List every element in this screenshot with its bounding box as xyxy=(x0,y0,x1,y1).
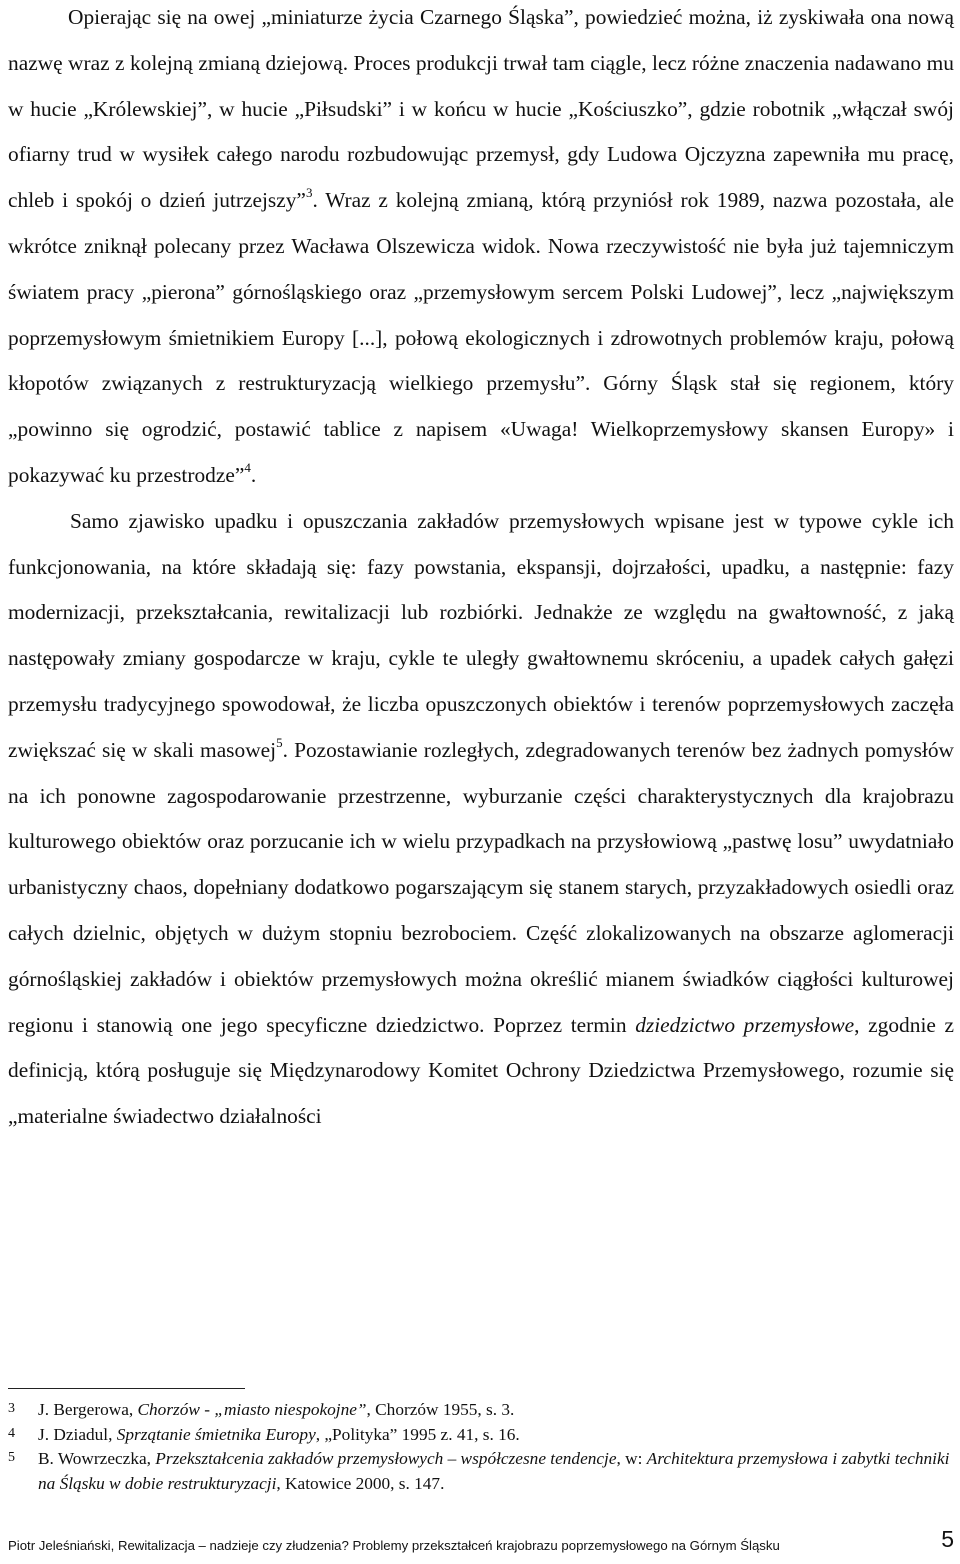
footnote-ref: 3 xyxy=(305,185,313,201)
footnote-author: J. Bergerowa, xyxy=(38,1400,138,1419)
running-footer: Piotr Jeleśniański, Rewitalizacja – nadzieje czy złudzenia? Problemy przekształceń krajobrazu poprzemysłowego na Górnym Śląsku xyxy=(8,1538,780,1553)
footnote xyxy=(8,1423,954,1448)
footnote-title: Sprzątanie śmietnika Europy xyxy=(116,1424,316,1444)
body-paragraph xyxy=(8,0,954,499)
footnote-number: 5 xyxy=(8,1450,15,1465)
footnote-source: , Chorzów 1955, s. 3. xyxy=(366,1400,515,1419)
paragraph-text: . xyxy=(250,462,257,487)
footnote-title: Przekształcenia zakładów przemysłowych – współczesne tendencje xyxy=(155,1449,617,1468)
paragraph-text: . Wraz z kolejną zmianą, którą przyniósł rok 1989, nazwa pozostała, ale wkrótce zniknął polecany przez Wacława Olszewicza widok. Nowa rzeczywistość nie była już tajemniczym światem pracy „pierona” górnośląskiego oraz „przemysłowym sercem Polski Ludowej”, lecz „największym poprzemysłowym śmietnikiem Europy [...], połową ekologicznych i zdrowotnych problemów kraju, połową kłopotów związanych z restrukturyzacją wielkiego przemysłu”. Górny Śląsk stał się regionem, który „powinno się ogrodzić, postawić tablice z napisem «Uwaga! Wielkoprzemysłowy skansen Europy» i pokazywać ku przestrodze” xyxy=(8,188,954,487)
footnote xyxy=(8,1398,954,1423)
footnote-book-title: Architektura przemysłowa i zabytki techniki na Śląsku w dobie restrukturyzacji xyxy=(38,1449,950,1493)
paragraph-text: Samo zjawisko upadku i opuszczania zakładów przemysłowych wpisane jest w typowe cykle ich funkcjonowania, na które składają się: fazy powstania, ekspansji, dojrzałości, upadku, a następnie: fazy modernizacji, przekształcania, rewitalizacji lub rozbiórki. Jednakże ze względu na gwałtowność, z jaką następowały zmiany gospodarcze w kraju, cykle te uległy gwałtownemu skróceniu, a upadek całych gałęzi przemysłu tradycyjnego spowodował, że liczba opuszczonych obiektów i terenów poprzemysłowych zaczęła zwiększać się w skali masowej xyxy=(8,508,954,762)
footnotes xyxy=(8,1398,954,1496)
footnote-number: 4 xyxy=(8,1425,15,1441)
footnote-number: 3 xyxy=(8,1401,15,1416)
footnote-separator xyxy=(8,1388,245,1389)
footnote-text xyxy=(38,1423,954,1448)
document-page xyxy=(8,0,954,1140)
paragraph-text: , zgodnie z definicją, którą posługuje się Międzynarodowy Komitet Ochrony Dziedzictwa Przemysłowego, rozumie się „materialne świadectwo działalności xyxy=(8,1012,955,1129)
footnote-source: , „Polityka” 1995 z. 41, s. 16. xyxy=(315,1424,520,1444)
footnote xyxy=(8,1447,954,1496)
paragraph-text: Opierając się na owej „miniaturze życia Czarnego Śląska”, powiedzieć można, iż zyskiwała ona nową nazwę wraz z kolejną zmianą dziejową. Proces produkcji trwał tam ciągle, lecz różne znaczenia nadawano mu w hucie „Królewskiej”, w hucie „Piłsudski” i w końcu w hucie „Kościuszko”, gdzie robotnik „włączał swój ofiarny trud w wysiłek całego narodu rozbudowując przemysł, gdy Ludowa Ojczyzna zapewniła mu pracę, chleb i spokój o dzień jutrzejszy” xyxy=(8,5,954,213)
footnote-source: , Katowice 2000, s. 147. xyxy=(276,1473,445,1493)
footnote-text xyxy=(38,1398,954,1423)
footnote-connector: , w: xyxy=(616,1449,647,1468)
italic-term: dziedzictwo przemysłowe xyxy=(635,1012,855,1037)
body-paragraph xyxy=(8,499,954,1140)
footnote-ref: 4 xyxy=(244,459,251,475)
page-number: 5 xyxy=(941,1526,954,1552)
footnote-title: Chorzów - „miasto niespokojne” xyxy=(137,1400,367,1419)
footnote-ref: 5 xyxy=(276,734,283,750)
footnote-author: J. Dziadul, xyxy=(38,1424,117,1444)
paragraph-text: . Pozostawianie rozległych, zdegradowanych terenów bez żadnych pomysłów na ich ponowne zagospodarowanie przestrzenne, wyburzanie części charakterystycznych dla krajobrazu kulturowego obiektów oraz porzucanie ich w wielu przypadkach na przysłowiową „pastwę losu” uwydatniało urbanistyczny chaos, dopełniany dodatkowo pogarszającym się stanem starych, przyzakładowych osiedli oraz całych dzielnic, objętych w dużym stopniu bezrobociem. Część zlokalizowanych na obszarze aglomeracji górnośląskiej zakładów i obiektów przemysłowych można określić mianem świadków ciągłości kulturowej regionu i stanowią one jego specyficzne dziedzictwo. Poprzez termin xyxy=(8,737,954,1037)
footnote-text xyxy=(38,1447,954,1496)
footnote-author: B. Wowrzeczka, xyxy=(38,1449,156,1468)
